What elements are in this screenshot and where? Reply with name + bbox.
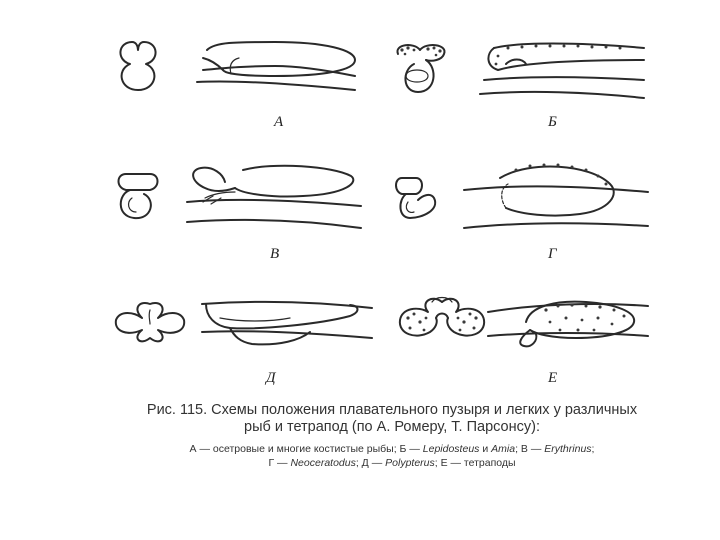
panel-v-cross-section xyxy=(112,168,167,228)
panel-label-e: Е xyxy=(548,370,558,386)
caption-legend xyxy=(112,442,672,470)
panel-a-cross-section xyxy=(112,38,172,98)
panel-g-longitudinal xyxy=(460,158,650,238)
panel-label-b: Б xyxy=(548,114,557,130)
legend-and: и xyxy=(482,443,489,455)
panel-a-longitudinal xyxy=(195,36,360,106)
panel-g-cross-section xyxy=(392,172,442,224)
panel-e-cross-section xyxy=(396,292,488,350)
legend-line1-end: ; xyxy=(591,443,595,455)
panel-label-d: Д xyxy=(266,370,276,386)
legend-polypterus: Polypterus xyxy=(385,457,435,469)
panel-v-longitudinal xyxy=(183,158,363,238)
legend-amia: Amia xyxy=(491,443,516,455)
legend-erythrinus: Erythrinus xyxy=(544,443,592,455)
panel-d-cross-section xyxy=(112,298,188,348)
legend-line2-part3: ; Е — тетраподы xyxy=(434,457,516,469)
panel-b-cross-section xyxy=(392,40,452,98)
panel-label-v: В xyxy=(270,246,280,262)
panel-label-g: Г xyxy=(548,246,557,262)
caption-title-line1: Рис. 115. Схемы положения плавательного пузыря и легких у различных xyxy=(146,402,638,418)
legend-lepidosteus: Lepidosteus xyxy=(422,443,480,455)
legend-line2-part2: ; Д — xyxy=(355,457,383,469)
caption-title-line2: рыб и тетрапод (по А. Ромеру, Т. Парсонсу): xyxy=(244,419,540,435)
legend-line1-part1: А — осетровые и многие костистые рыбы; Б — xyxy=(189,443,420,455)
caption-title xyxy=(112,402,672,436)
panel-e-longitudinal xyxy=(486,292,651,354)
legend-line2-part1: Г — xyxy=(268,457,288,469)
legend-neoceratodus: Neoceratodus xyxy=(290,457,356,469)
figure-caption xyxy=(112,402,672,470)
panel-b-longitudinal xyxy=(478,38,648,108)
panel-d-longitudinal xyxy=(200,296,375,356)
panel-label-a: А xyxy=(274,114,284,130)
legend-line1-part2: ; В — xyxy=(515,443,542,455)
